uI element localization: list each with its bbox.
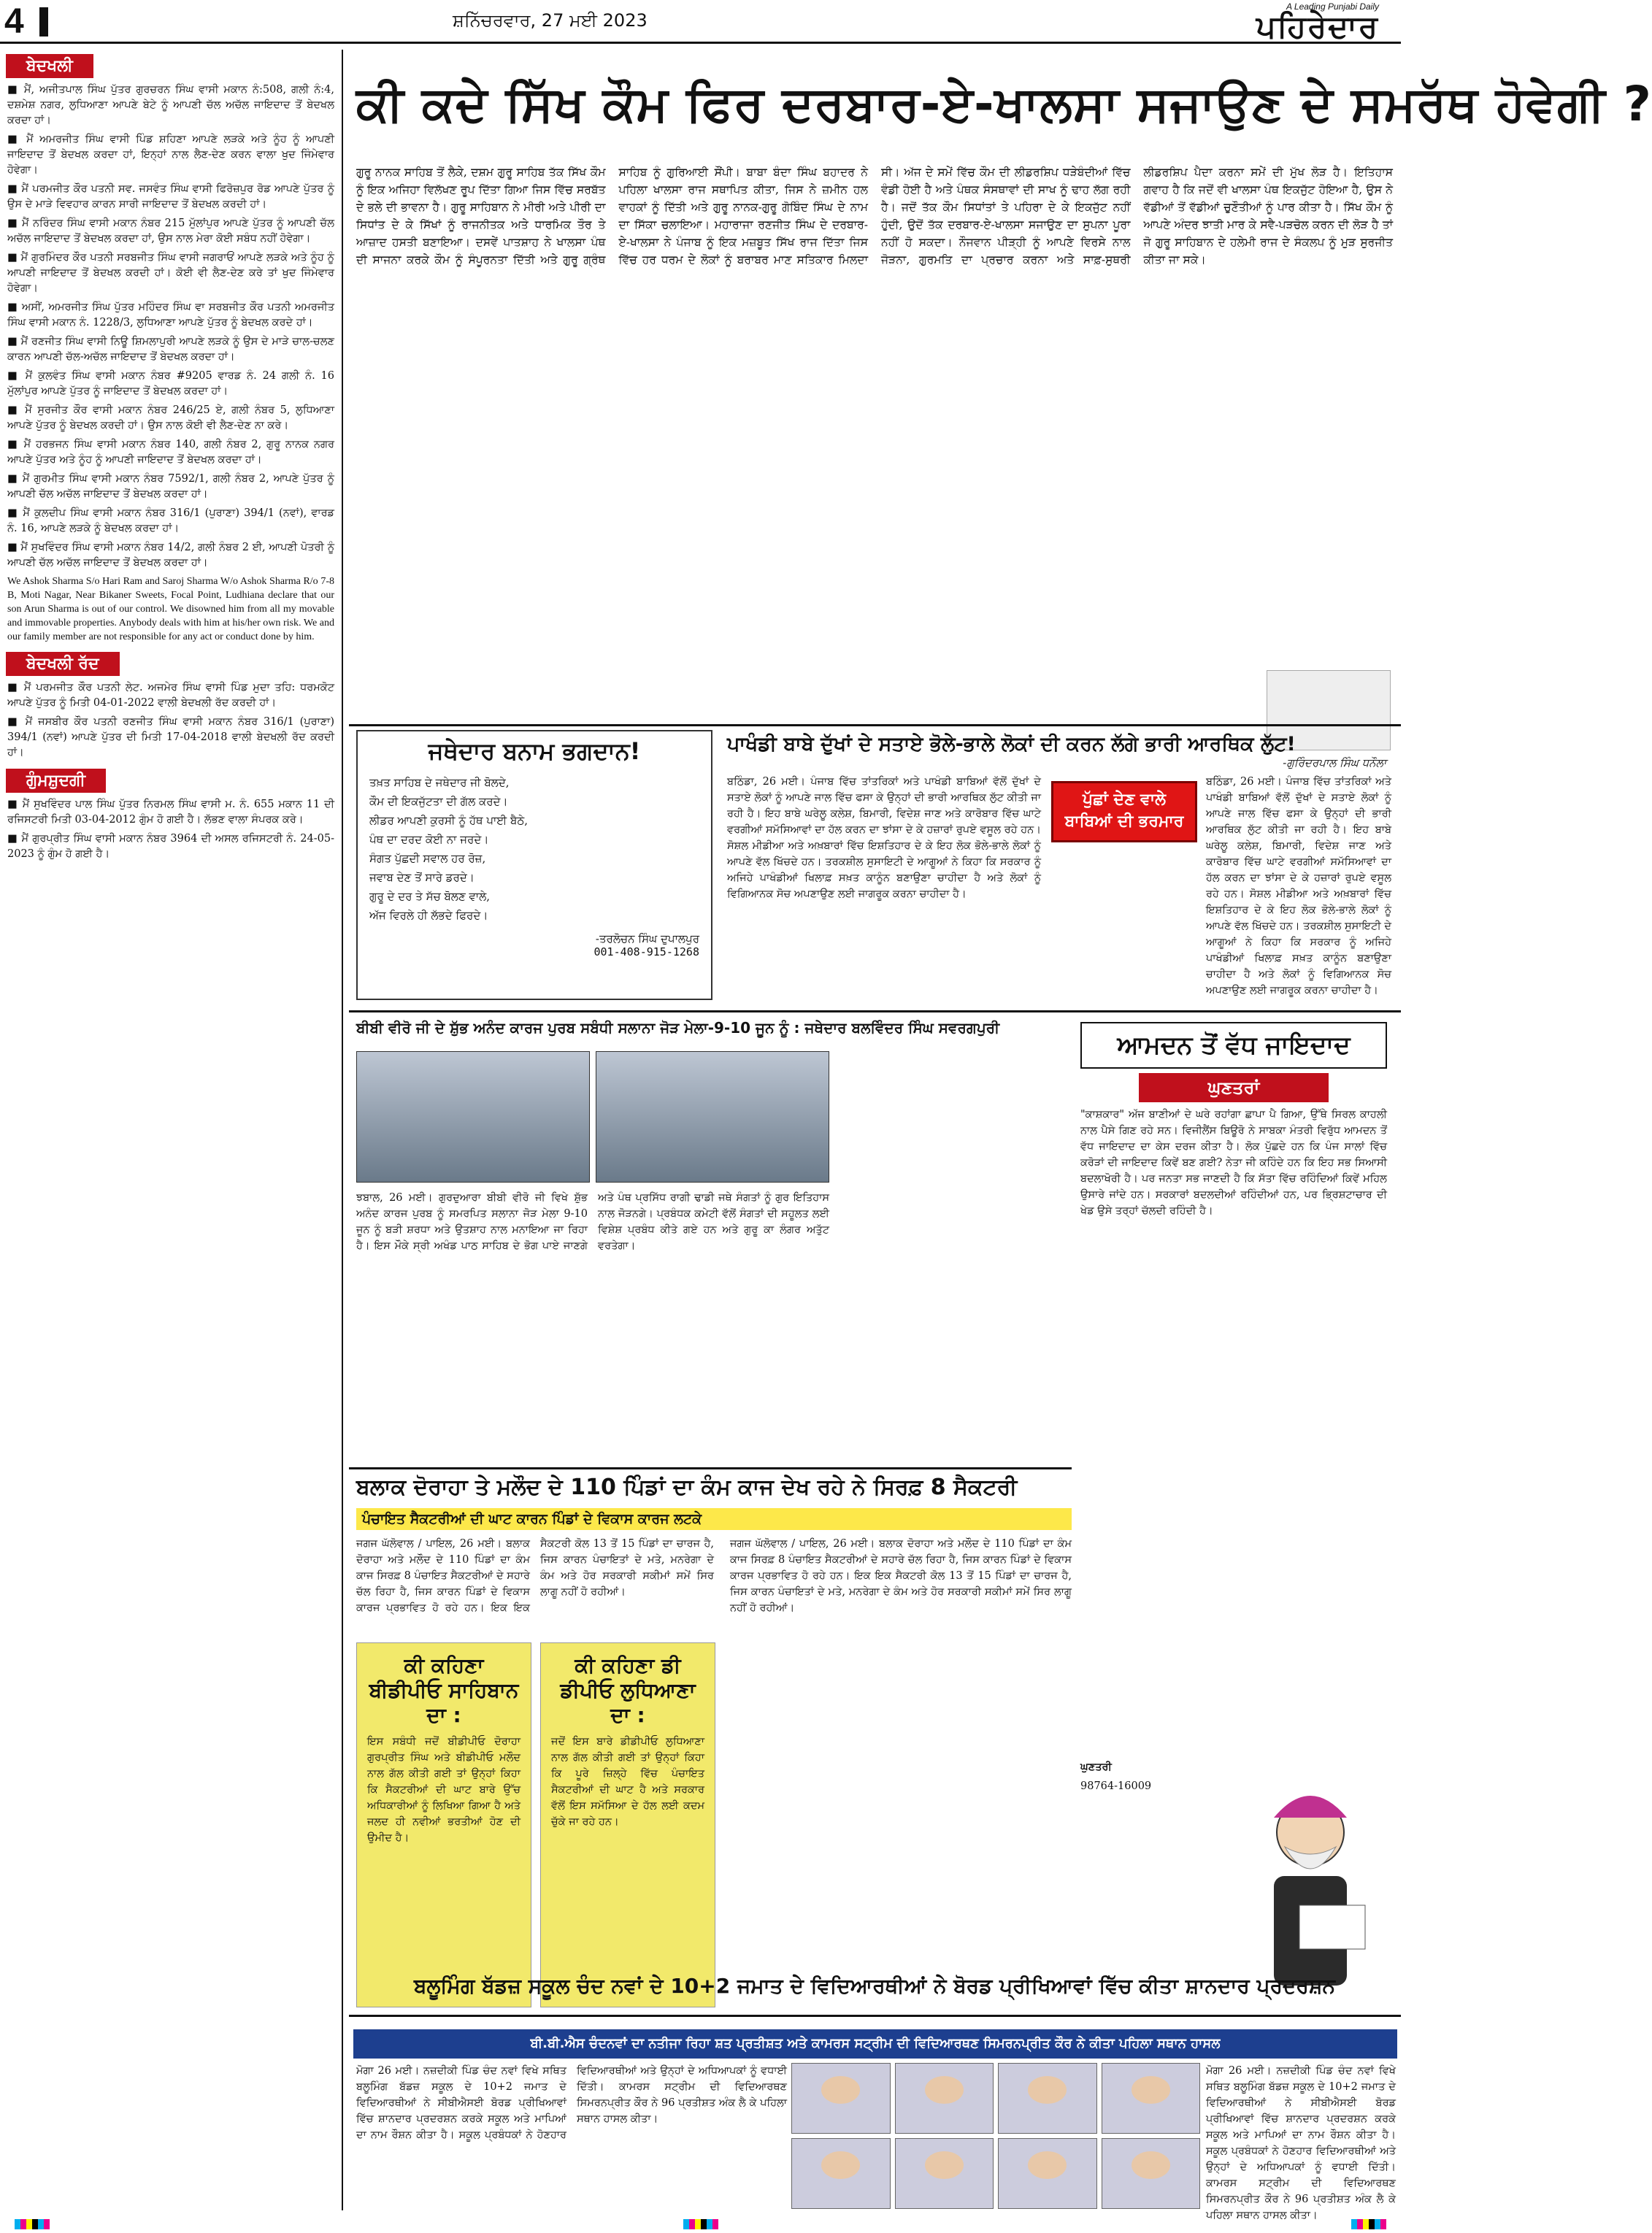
disown-notice: ■ ਮੈਂ ਗੁਰਮੀਤ ਸਿੰਘ ਵਾਸੀ ਮਕਾਨ ਨੰਬਰ 7592/1, ਗਲੀ ਨੰਬਰ 2, ਆਪਣੇ ਪੁੱਤਰ ਨੂੰ ਆਪਣੀ ਚੱਲ ਅਚੱਲ ਜਾਇਦਾਦ ਤੋਂ ਬੇਦਖਲ ਕਰਦਾ ਹਾਂ। xyxy=(7,473,334,500)
page-number-divider xyxy=(39,7,48,36)
wealth-phone: 98764-16009 xyxy=(1080,1780,1152,1792)
bdpo-box xyxy=(356,1642,531,2007)
mela-body: ਝਬਾਲ, 26 ਮਈ। ਗੁਰਦੁਆਰਾ ਬੀਬੀ ਵੀਰੋ ਜੀ ਵਿਖੇ ਸ਼ੁੱਭ ਅਨੰਦ ਕਾਰਜ ਪੁਰਬ ਨੂੰ ਸਮਰਪਿਤ ਸਲਾਨਾ ਜੋੜ ਮੇਲਾ 9-10 ਜੂਨ ਨੂੰ ਬੜੀ ਸ਼ਰਧਾ ਅਤੇ ਉਤਸ਼ਾਹ ਨਾਲ ਮਨਾਇਆ ਜਾ ਰਿਹਾ ਹੈ। ਇਸ ਮੌਕੇ ਸ੍ਰੀ ਅਖੰਡ ਪਾਠ ਸਾਹਿਬ ਦੇ ਭੋਗ ਪਾਏ ਜਾਣਗੇ ਅਤੇ ਪੰਥ ਪ੍ਰਸਿੱਧ ਰਾਗੀ ਢਾਡੀ ਜਥੇ ਸੰਗਤਾਂ ਨੂੰ ਗੁਰ ਇਤਿਹਾਸ ਨਾਲ ਜੋੜਨਗੇ। ਪ੍ਰਬੰਧਕ ਕਮੇਟੀ ਵੱਲੋਂ ਸੰਗਤਾਂ ਦੀ ਸਹੂਲਤ ਲਈ ਵਿਸ਼ੇਸ਼ ਪ੍ਰਬੰਧ ਕੀਤੇ ਗਏ ਹਨ ਅਤੇ ਗੁਰੂ ਕਾ ਲੰਗਰ ਅਤੁੱਟ ਵਰਤੇਗਾ। xyxy=(356,1192,829,1252)
disown-notice-list xyxy=(0,82,342,571)
poem-title: ਜਥੇਦਾਰ ਬਨਾਮ ਭਗਦਾਨ! xyxy=(428,737,641,765)
lead-author: -ਗੁਰਿੰਦਰਪਾਲ ਸਿੰਘ ਧਨੌਲਾ xyxy=(1283,756,1386,769)
wealth-title: ਆਮਦਨ ਤੋਂ ਵੱਧ ਜਾਇਦਾਦ xyxy=(1080,1022,1387,1069)
section-heading-missing: ਗੁੰਮਸ਼ੁਦਗੀ xyxy=(6,769,106,793)
disown-notice: ■ ਮੈਂ ਨਰਿੰਦਰ ਸਿੰਘ ਵਾਸੀ ਮਕਾਨ ਨੰਬਰ 215 ਮੁੱਲਾਂਪੁਰ ਆਪਣੇ ਪੁੱਤਰ ਨੂੰ ਆਪਣੀ ਚੱਲ ਅਚੱਲ ਜਾਇਦਾਦ ਤੋਂ ਬੇਦਖਲ ਕਰਦਾ ਹਾਂ, ਉਸ ਨਾਲ ਮੇਰਾ ਕੋਈ ਸਬੰਧ ਨਹੀਂ ਹੋਵੇਗਾ। xyxy=(7,218,334,245)
school-body: ਮੋਗਾ 26 ਮਈ। ਨਜ਼ਦੀਕੀ ਪਿੰਡ ਚੰਦ ਨਵਾਂ ਵਿਖੇ ਸਥਿਤ ਬਲੂਮਿੰਗ ਬੱਡਜ਼ ਸਕੂਲ ਦੇ 10+2 ਜਮਾਤ ਦੇ ਵਿਦਿਆਰਥੀਆਂ ਨੇ ਸੀਬੀਐਸਈ ਬੋਰਡ ਪ੍ਰੀਖਿਆਵਾਂ ਵਿੱਚ ਸ਼ਾਨਦਾਰ ਪ੍ਰਦਰਸ਼ਨ ਕਰਕੇ ਸਕੂਲ ਅਤੇ ਮਾਪਿਆਂ ਦਾ ਨਾਮ ਰੌਸ਼ਨ ਕੀਤਾ ਹੈ। ਸਕੂਲ ਪ੍ਰਬੰਧਕਾਂ ਨੇ ਹੋਣਹਾਰ ਵਿਦਿਆਰਥੀਆਂ ਅਤੇ ਉਨ੍ਹਾਂ ਦੇ ਅਧਿਆਪਕਾਂ ਨੂੰ ਵਧਾਈ ਦਿੱਤੀ। ਕਾਮਰਸ ਸਟ੍ਰੀਮ ਦੀ ਵਿਦਿਆਰਥਣ ਸਿਮਰਨਪ੍ਰੀਤ ਕੌਰ ਨੇ 96 ਪ੍ਰਤੀਸ਼ਤ ਅੰਕ ਲੈ ਕੇ ਪਹਿਲਾ ਸਥਾਨ ਹਾਸਲ ਕੀਤਾ। xyxy=(356,2065,787,2141)
masthead-tagline: A Leading Punjabi Daily xyxy=(1286,1,1379,12)
student-photo xyxy=(791,2063,891,2134)
school-band: ਬੀ.ਬੀ.ਐਸ ਚੰਦਨਵਾਂ ਦਾ ਨਤੀਜਾ ਰਿਹਾ ਸ਼ਤ ਪ੍ਰਤੀਸ਼ਤ ਅਤੇ ਕਾਮਰਸ ਸਟ੍ਰੀਮ ਦੀ ਵਿਦਿਆਰਥਣ ਸਿਮਰਨਪ੍ਰੀਤ ਕੌਰ ਨੇ ਕੀਤਾ ਪਹਿਲਾ ਸਥਾਨ ਹਾਸਲ xyxy=(353,2029,1397,2059)
page-header xyxy=(0,0,1401,44)
disown-notice: ■ ਮੈਂ ਕੁਲਦੀਪ ਸਿੰਘ ਵਾਸੀ ਮਕਾਨ ਨੰਬਰ 316/1 (ਪੁਰਾਣਾ) 394/1 (ਨਵਾਂ), ਵਾਰਡ ਨੰ. 16, ਆਪਣੇ ਲੜਕੇ ਨੂੰ ਬੇਦਖਲ ਕਰਦਾ ਹਾਂ। xyxy=(7,507,334,534)
poem-line: ਤਖ਼ਤ ਸਾਹਿਬ ਦੇ ਜਥੇਦਾਰ ਜੀ ਬੋਲਦੇ, xyxy=(369,776,510,789)
bdpo-body: ਇਸ ਸਬੰਧੀ ਜਦੋਂ ਬੀਡੀਪੀਓ ਦੋਰਾਹਾ ਗੁਰਪ੍ਰੀਤ ਸਿੰਘ ਅਤੇ ਬੀਡੀਪੀਓ ਮਲੌਦ ਨਾਲ ਗੱਲ ਕੀਤੀ ਗਈ ਤਾਂ ਉਨ੍ਹਾਂ ਕਿਹਾ ਕਿ ਸੈਕਟਰੀਆਂ ਦੀ ਘਾਟ ਬਾਰੇ ਉੱਚ ਅਧਿਕਾਰੀਆਂ ਨੂੰ ਲਿਖਿਆ ਗਿਆ ਹੈ ਅਤੇ ਜਲਦ ਹੀ ਨਵੀਆਂ ਭਰਤੀਆਂ ਹੋਣ ਦੀ ਉਮੀਦ ਹੈ। xyxy=(367,1736,520,1844)
cancel-notice-list xyxy=(0,680,342,761)
student-photo xyxy=(791,2138,891,2209)
page-number: 4 xyxy=(4,2,24,41)
english-notice-text: We Ashok Sharma S/o Hari Ram and Saroj Sharma W/o Ashok Sharma R/o 7-8 B, Moti Nagar, Near Bikaner Sweets, Focal Point, Ludhiana declare that our son Arun Sharma is out of our control. We disowned him from all my movable and immovable properties. Anybody deals with him at his/her own risk. We and our family member are not responsible for any act or conduct done by him. xyxy=(7,576,334,642)
block-body-cont: ਜਗਜ ਘੱਲੋਵਾਲ / ਪਾਇਲ, 26 ਮਈ। ਬਲਾਕ ਦੋਰਾਹਾ ਅਤੇ ਮਲੌਦ ਦੇ 110 ਪਿੰਡਾਂ ਦਾ ਕੰਮ ਕਾਜ ਸਿਰਫ਼ 8 ਪੰਚਾਇਤ ਸੈਕਟਰੀਆਂ ਦੇ ਸਹਾਰੇ ਚੱਲ ਰਿਹਾ ਹੈ, ਜਿਸ ਕਾਰਨ ਪਿੰਡਾਂ ਦੇ ਵਿਕਾਸ ਕਾਰਜ ਪ੍ਰਭਾਵਿਤ ਹੋ ਰਹੇ ਹਨ। ਇਕ ਇਕ ਸੈਕਟਰੀ ਕੋਲ 13 ਤੋਂ 15 ਪਿੰਡਾਂ ਦਾ ਚਾਰਜ ਹੈ, ਜਿਸ ਕਾਰਨ ਪੰਚਾਇਤਾਂ ਦੇ ਮਤੇ, ਮਨਰੇਗਾ ਦੇ ਕੰਮ ਅਤੇ ਹੋਰ ਸਰਕਾਰੀ ਸਕੀਮਾਂ ਸਮੇਂ ਸਿਰ ਲਾਗੂ ਨਹੀਂ ਹੋ ਰਹੀਆਂ। xyxy=(730,1538,1072,1614)
print-registration-marks xyxy=(0,2219,1401,2233)
disown-notice: ■ ਮੈਂ, ਅਜੀਤਪਾਲ ਸਿੰਘ ਪੁੱਤਰ ਗੁਰਚਰਨ ਸਿੰਘ ਵਾਸੀ ਮਕਾਨ ਨੰ:508, ਗਲੀ ਨੰ:4, ਦਸ਼ਮੇਸ਼ ਨਗਰ, ਲੁਧਿਆਣਾ ਆਪਣੇ ਬੇਟੇ ਨੂੰ ਆਪਣੀ ਚੱਲ ਅਚੱਲ ਜਾਇਦਾਦ ਤੋਂ ਬੇਦਖਲ ਕਰਦਾ ਹਾਂ। xyxy=(7,84,334,126)
cancel-notice: ■ ਮੈਂ ਜਸਬੀਰ ਕੌਰ ਪਤਨੀ ਰਣਜੀਤ ਸਿੰਘ ਵਾਸੀ ਮਕਾਨ ਨੰਬਰ 316/1 (ਪੁਰਾਣਾ) 394/1 (ਨਵਾਂ) ਆਪਣੇ ਪੁੱਤਰ ਦੀ ਮਿਤੀ 17-04-2018 ਵਾਲੀ ਬੇਦਖਲੀ ਰੱਦ ਕਰਦੀ ਹਾਂ। xyxy=(7,716,334,758)
disown-notice: ■ ਮੈਂ ਗੁਰਮਿੰਦਰ ਕੌਰ ਪਤਨੀ ਸਰਬਜੀਤ ਸਿੰਘ ਵਾਸੀ ਜਗਰਾਓਂ ਆਪਣੇ ਲੜਕੇ ਅਤੇ ਨੂੰਹ ਨੂੰ ਆਪਣੀ ਜਾਇਦਾਦ ਤੋਂ ਬੇਦਖਲ ਕਰਦੀ ਹਾਂ। ਕੋਈ ਵੀ ਲੈਣ-ਦੇਣ ਕਰੇ ਤਾਂ ਖੁਦ ਜਿੰਮੇਵਾਰ ਹੋਵੇਗਾ। xyxy=(7,252,334,294)
bdpo-title: ਕੀ ਕਹਿਣਾ ਬੀਡੀਪੀਓ ਸਾਹਿਬਾਨ ਦਾ : xyxy=(369,1653,519,1727)
baba-body-cont: ਬਠਿੰਡਾ, 26 ਮਈ। ਪੰਜਾਬ ਵਿੱਚ ਤਾਂਤਰਿਕਾਂ ਅਤੇ ਪਾਖੰਡੀ ਬਾਬਿਆਂ ਵੱਲੋਂ ਦੁੱਖਾਂ ਦੇ ਸਤਾਏ ਲੋਕਾਂ ਨੂੰ ਆਪਣੇ ਜਾਲ ਵਿੱਚ ਫਸਾ ਕੇ ਉਨ੍ਹਾਂ ਦੀ ਭਾਰੀ ਆਰਥਿਕ ਲੁੱਟ ਕੀਤੀ ਜਾ ਰਹੀ ਹੈ। ਇਹ ਬਾਬੇ ਘਰੇਲੂ ਕਲੇਸ਼, ਬਿਮਾਰੀ, ਵਿਦੇਸ਼ ਜਾਣ ਅਤੇ ਕਾਰੋਬਾਰ ਵਿੱਚ ਘਾਟੇ ਵਰਗੀਆਂ ਸਮੱਸਿਆਵਾਂ ਦਾ ਹੱਲ ਕਰਨ ਦਾ ਝਾਂਸਾ ਦੇ ਕੇ ਹਜ਼ਾਰਾਂ ਰੁਪਏ ਵਸੂਲ ਰਹੇ ਹਨ। ਸੋਸ਼ਲ ਮੀਡੀਆ ਅਤੇ ਅਖ਼ਬਾਰਾਂ ਵਿੱਚ ਇਸ਼ਤਿਹਾਰ ਦੇ ਕੇ ਇਹ ਲੋਕ ਭੋਲੇ-ਭਾਲੇ ਲੋਕਾਂ ਨੂੰ ਆਪਣੇ ਵੱਲ ਖਿੱਚਦੇ ਹਨ। ਤਰਕਸ਼ੀਲ ਸੁਸਾਇਟੀ ਦੇ ਆਗੂਆਂ ਨੇ ਕਿਹਾ ਕਿ ਸਰਕਾਰ ਨੂੰ ਅਜਿਹੇ ਪਾਖੰਡੀਆਂ ਖਿਲਾਫ਼ ਸਖ਼ਤ ਕਾਨੂੰਨ ਬਣਾਉਣਾ ਚਾਹੀਦਾ ਹੈ ਅਤੇ ਲੋਕਾਂ ਨੂੰ ਵਿਗਿਆਨਕ ਸੋਚ ਅਪਣਾਉਣ ਲਈ ਜਾਗਰੂਕ ਕਰਨਾ ਚਾਹੀਦਾ ਹੈ। xyxy=(1206,776,1391,996)
disown-notice: ■ ਮੈਂ ਪਰਮਜੀਤ ਕੌਰ ਪਤਨੀ ਸਵ. ਜਸਵੰਤ ਸਿੰਘ ਵਾਸੀ ਫਿਰੋਜ਼ਪੁਰ ਰੋਡ ਆਪਣੇ ਪੁੱਤਰ ਨੂੰ ਉਸ ਦੇ ਮਾੜੇ ਵਿਵਹਾਰ ਕਾਰਨ ਸਾਰੀ ਜਾਇਦਾਦ ਤੋਂ ਬੇਦਖਲ ਕਰਦੀ ਹਾਂ। xyxy=(7,183,334,210)
block-headline: ਬਲਾਕ ਦੋਰਾਹਾ ਤੇ ਮਲੌਦ ਦੇ 110 ਪਿੰਡਾਂ ਦਾ ਕੰਮ ਕਾਜ ਦੇਖ ਰਹੇ ਨੇ ਸਿਰਫ਼ 8 ਸੈਕਟਰੀ xyxy=(356,1475,1018,1500)
poem-line: ਜਵਾਬ ਦੇਣ ਤੋਂ ਸਾਰੇ ਡਰਦੇ। xyxy=(369,871,475,884)
block-body: ਜਗਜ ਘੱਲੋਵਾਲ / ਪਾਇਲ, 26 ਮਈ। ਬਲਾਕ ਦੋਰਾਹਾ ਅਤੇ ਮਲੌਦ ਦੇ 110 ਪਿੰਡਾਂ ਦਾ ਕੰਮ ਕਾਜ ਸਿਰਫ਼ 8 ਪੰਚਾਇਤ ਸੈਕਟਰੀਆਂ ਦੇ ਸਹਾਰੇ ਚੱਲ ਰਿਹਾ ਹੈ, ਜਿਸ ਕਾਰਨ ਪਿੰਡਾਂ ਦੇ ਵਿਕਾਸ ਕਾਰਜ ਪ੍ਰਭਾਵਿਤ ਹੋ ਰਹੇ ਹਨ। ਇਕ ਇਕ ਸੈਕਟਰੀ ਕੋਲ 13 ਤੋਂ 15 ਪਿੰਡਾਂ ਦਾ ਚਾਰਜ ਹੈ, ਜਿਸ ਕਾਰਨ ਪੰਚਾਇਤਾਂ ਦੇ ਮਤੇ, ਮਨਰੇਗਾ ਦੇ ਕੰਮ ਅਤੇ ਹੋਰ ਸਰਕਾਰੀ ਸਕੀਮਾਂ ਸਮੇਂ ਸਿਰ ਲਾਗੂ ਨਹੀਂ ਹੋ ਰਹੀਆਂ। xyxy=(356,1538,714,1614)
registration-mark xyxy=(683,2219,718,2229)
poem-line: ਕੌਮ ਦੀ ਇਕਜੁੱਟਤਾ ਦੀ ਗੱਲ ਕਰਦੇ। xyxy=(369,795,508,808)
divider-rule xyxy=(349,1467,1072,1469)
block-subhead: ਪੰਚਾਇਤ ਸੈਕਟਰੀਆਂ ਦੀ ਘਾਟ ਕਾਰਨ ਪਿੰਡਾਂ ਦੇ ਵਿਕਾਸ ਕਾਰਜ ਲਟਕੇ xyxy=(356,1508,1072,1530)
wealth-body: "ਕਾਸ਼ਕਾਰ" ਅੱਜ ਬਾਣੀਆਂ ਦੇ ਘਰੇ ਰਹਾਂਗਾ ਛਾਪਾ ਪੈ ਗਿਆ, ਉੱਥੇ ਸਿਰਲ ਕਾਹਲੀ ਨਾਲ ਪੈਸੇ ਗਿਣ ਰਹੇ ਸਨ। ਵਿਜੀਲੈਂਸ ਬਿਊਰੋ ਨੇ ਸਾਬਕਾ ਮੰਤਰੀ ਵਿਰੁੱਧ ਆਮਦਨ ਤੋਂ ਵੱਧ ਜਾਇਦਾਦ ਦਾ ਕੇਸ ਦਰਜ ਕੀਤਾ ਹੈ। ਲੋਕ ਪੁੱਛਦੇ ਹਨ ਕਿ ਪੰਜ ਸਾਲਾਂ ਵਿੱਚ ਕਰੋੜਾਂ ਦੀ ਜਾਇਦਾਦ ਕਿਵੇਂ ਬਣ ਗਈ? ਨੇਤਾ ਜੀ ਕਹਿੰਦੇ ਹਨ ਕਿ ਇਹ ਸਭ ਸਿਆਸੀ ਬਦਲਾਖੋਰੀ ਹੈ। ਪਰ ਜਨਤਾ ਸਭ ਜਾਣਦੀ ਹੈ ਕਿ ਸੱਤਾ ਵਿੱਚ ਰਹਿੰਦਿਆਂ ਕਿਵੇਂ ਮਹਿਲ ਉਸਾਰੇ ਜਾਂਦੇ ਹਨ। ਸਰਕਾਰਾਂ ਬਦਲਦੀਆਂ ਰਹਿੰਦੀਆਂ ਹਨ, ਪਰ ਭ੍ਰਿਸ਼ਟਾਚਾਰ ਦੀ ਖੇਡ ਉਸੇ ਤਰ੍ਹਾਂ ਚੱਲਦੀ ਰਹਿੰਦੀ ਹੈ। xyxy=(1080,1109,1387,1217)
lead-headline: ਕੀ ਕਦੇ ਸਿੱਖ ਕੌਮ ਫਿਰ ਦਰਬਾਰ-ਏ-ਖਾਲਸਾ ਸਜਾਉਣ ਦੇ ਸਮਰੱਥ ਹੋਵੇਗੀ ? xyxy=(356,76,1652,132)
mela-photos xyxy=(356,1051,829,1183)
student-photo xyxy=(998,2063,1097,2134)
lead-story-body: ਗੁਰੂ ਨਾਨਕ ਸਾਹਿਬ ਤੋਂ ਲੈਕੇ, ਦਸ਼ਮ ਗੁਰੂ ਸਾਹਿਬ ਤੱਕ ਸਿੱਖ ਕੌਮ ਨੂੰ ਇਕ ਅਜਿਹਾ ਵਿਲੱਖਣ ਰੂਪ ਦਿੱਤਾ ਗਿਆ ਜਿਸ ਵਿੱਚ ਸਰਬੱਤ ਦੇ ਭਲੇ ਦੀ ਭਾਵਨਾ ਹੈ। ਗੁਰੂ ਸਾਹਿਬਾਨ ਨੇ ਮੀਰੀ ਅਤੇ ਪੀਰੀ ਦਾ ਸਿਧਾਂਤ ਦੇ ਕੇ ਸਿੱਖਾਂ ਨੂੰ ਰਾਜਨੀਤਕ ਅਤੇ ਧਾਰਮਿਕ ਤੌਰ ਤੇ ਆਜ਼ਾਦ ਹਸਤੀ ਬਣਾਇਆ। ਦਸਵੇਂ ਪਾਤਸ਼ਾਹ ਨੇ ਖਾਲਸਾ ਪੰਥ ਦੀ ਸਾਜਨਾ ਕਰਕੇ ਕੌਮ ਨੂੰ ਸੰਪੂਰਨਤਾ ਦਿੱਤੀ ਅਤੇ ਗੁਰੂ ਗ੍ਰੰਥ ਸਾਹਿਬ ਨੂੰ ਗੁਰਿਆਈ ਸੌਂਪੀ। ਬਾਬਾ ਬੰਦਾ ਸਿੰਘ ਬਹਾਦਰ ਨੇ ਪਹਿਲਾ ਖਾਲਸਾ ਰਾਜ ਸਥਾਪਿਤ ਕੀਤਾ, ਜਿਸ ਨੇ ਜ਼ਮੀਨ ਹਲ ਵਾਹਕਾਂ ਨੂੰ ਦਿੱਤੀ ਅਤੇ ਗੁਰੂ ਨਾਨਕ-ਗੁਰੂ ਗੋਬਿੰਦ ਸਿੰਘ ਦੇ ਨਾਮ ਦਾ ਸਿੱਕਾ ਚਲਾਇਆ। ਮਹਾਰਾਜਾ ਰਣਜੀਤ ਸਿੰਘ ਦੇ ਦਰਬਾਰ-ਏ-ਖਾਲਸਾ ਨੇ ਪੰਜਾਬ ਨੂੰ ਇਕ ਮਜ਼ਬੂਤ ਸਿੱਖ ਰਾਜ ਦਿੱਤਾ ਜਿਸ ਵਿੱਚ ਹਰ ਧਰਮ ਦੇ ਲੋਕਾਂ ਨੂੰ ਬਰਾਬਰ ਮਾਣ ਸਤਿਕਾਰ ਮਿਲਦਾ ਸੀ। ਅੱਜ ਦੇ ਸਮੇਂ ਵਿੱਚ ਕੌਮ ਦੀ ਲੀਡਰਸ਼ਿਪ ਧੜੇਬੰਦੀਆਂ ਵਿੱਚ ਵੰਡੀ ਹੋਈ ਹੈ ਅਤੇ ਪੰਥਕ ਸੰਸਥਾਵਾਂ ਦੀ ਸਾਖ ਨੂੰ ਢਾਹ ਲੱਗ ਰਹੀ ਹੈ। ਜਦੋਂ ਤੱਕ ਕੌਮ ਸਿਧਾਂਤਾਂ ਤੇ ਪਹਿਰਾ ਦੇ ਕੇ ਇਕਜੁੱਟ ਨਹੀਂ ਹੁੰਦੀ, ਉਦੋਂ ਤੱਕ ਦਰਬਾਰ-ਏ-ਖਾਲਸਾ ਸਜਾਉਣ ਦਾ ਸੁਪਨਾ ਪੂਰਾ ਨਹੀਂ ਹੋ ਸਕਦਾ। ਨੌਜਵਾਨ ਪੀੜ੍ਹੀ ਨੂੰ ਆਪਣੇ ਵਿਰਸੇ ਨਾਲ ਜੋੜਨਾ, ਗੁਰਮਤਿ ਦਾ ਪ੍ਰਚਾਰ ਕਰਨਾ ਅਤੇ ਸਾਫ਼-ਸੁਥਰੀ ਲੀਡਰਸ਼ਿਪ ਪੈਦਾ ਕਰਨਾ ਸਮੇਂ ਦੀ ਮੁੱਖ ਲੋੜ ਹੈ। ਇਤਿਹਾਸ ਗਵਾਹ ਹੈ ਕਿ ਜਦੋਂ ਵੀ ਖਾਲਸਾ ਪੰਥ ਇਕਜੁੱਟ ਹੋਇਆ ਹੈ, ਉਸ ਨੇ ਵੱਡੀਆਂ ਤੋਂ ਵੱਡੀਆਂ ਚੁਣੌਤੀਆਂ ਨੂੰ ਪਾਰ ਕੀਤਾ ਹੈ। ਸਿੱਖ ਕੌਮ ਨੂੰ ਆਪਣੇ ਅੰਦਰ ਝਾਤੀ ਮਾਰ ਕੇ ਸਵੈ-ਪੜਚੋਲ ਕਰਨ ਦੀ ਲੋੜ ਹੈ ਤਾਂ ਜੋ ਗੁਰੂ ਸਾਹਿਬਾਨ ਦੇ ਹਲੇਮੀ ਰਾਜ ਦੇ ਸੰਕਲਪ ਨੂੰ ਮੁੜ ਸੁਰਜੀਤ ਕੀਤਾ ਜਾ ਸਕੇ। xyxy=(356,166,1393,266)
student-photos xyxy=(791,2063,1200,2209)
disown-notice: ■ ਮੈਂ ਸੁਖਵਿੰਦਰ ਸਿੰਘ ਵਾਸੀ ਮਕਾਨ ਨੰਬਰ 14/2, ਗਲੀ ਨੰਬਰ 2 ਈ, ਆਪਣੀ ਪੋਤਰੀ ਨੂੰ ਆਪਣੀ ਚੱਲ ਅਚੱਲ ਜਾਇਦਾਦ ਤੋਂ ਬੇਦਖਲ ਕਰਦਾ ਹਾਂ। xyxy=(7,542,334,569)
baba-headline: ਪਾਖੰਡੀ ਬਾਬੇ ਦੁੱਖਾਂ ਦੇ ਸਤਾਏ ਭੋਲੇ-ਭਾਲੇ ਲੋਕਾਂ ਦੀ ਕਰਨ ਲੱਗੇ ਭਾਰੀ ਆਰਥਿਕ ਲੁੱਟ! xyxy=(727,733,1296,756)
poem-body xyxy=(369,773,699,925)
section-heading-disown: ਬੇਦਖਲੀ xyxy=(6,54,93,78)
mela-headline: ਬੀਬੀ ਵੀਰੋ ਜੀ ਦੇ ਸ਼ੁੱਭ ਅਨੰਦ ਕਾਰਜ ਪੁਰਬ ਸਬੰਧੀ ਸਲਾਨਾ ਜੋੜ ਮੇਲਾ-9-10 ਜੂਨ ਨੂੰ : ਜਥੇਦਾਰ ਬਲਵਿੰਦਰ ਸਿੰਘ ਸਵਰਗਪੁਰੀ xyxy=(356,1019,1000,1037)
student-photo xyxy=(895,2138,994,2209)
disown-notice: ■ ਅਸੀਂ, ਅਮਰਜੀਤ ਸਿੰਘ ਪੁੱਤਰ ਮਹਿੰਦਰ ਸਿੰਘ ਵਾ ਸਰਬਜੀਤ ਕੌਰ ਪਤਨੀ ਅਮਰਜੀਤ ਸਿੰਘ ਵਾਸੀ ਮਕਾਨ ਨੰ. 1228/3, ਲੁਧਿਆਣਾ ਆਪਣੇ ਪੁੱਤਰ ਨੂੰ ਬੇਦਖਲ ਕਰਦੇ ਹਾਂ। xyxy=(7,301,334,328)
registration-mark xyxy=(1351,2219,1386,2229)
poem-line: ਅੱਜ ਵਿਰਲੇ ਹੀ ਲੱਭਦੇ ਫਿਰਦੇ। xyxy=(369,909,488,922)
school-headline: ਬਲੂਮਿੰਗ ਬੱਡਜ਼ ਸਕੂਲ ਚੰਦ ਨਵਾਂ ਦੇ 10+2 ਜਮਾਤ ਦੇ ਵਿਦਿਆਰਥੀਆਂ ਨੇ ਬੋਰਡ ਪ੍ਰੀਖਿਆਵਾਂ ਵਿੱਚ ਕੀਤਾ ਸ਼ਾਨਦਾਰ ਪ੍ਰਦਰਸ਼ਨ xyxy=(414,1974,1335,1998)
poem-phone: 001-408-915-1268 xyxy=(593,945,699,958)
poem-line: ਸੰਗਤ ਪੁੱਛਦੀ ਸਵਾਲ ਹਰ ਰੋਜ਼, xyxy=(369,852,486,865)
student-photo xyxy=(1102,2138,1201,2209)
disown-notice: ■ ਮੈਂ ਅਮਰਜੀਤ ਸਿੰਘ ਵਾਸੀ ਪਿੰਡ ਸ਼ਹਿਣਾ ਆਪਣੇ ਲੜਕੇ ਅਤੇ ਨੂੰਹ ਨੂੰ ਆਪਣੀ ਜਾਇਦਾਦ ਤੋਂ ਬੇਦਖਲ ਕਰਦਾ ਹਾਂ, ਇਨ੍ਹਾਂ ਨਾਲ ਲੈਣ-ਦੇਣ ਕਰਨ ਵਾਲਾ ਖੁਦ ਜਿੰਮੇਵਾਰ ਹੋਵੇਗਾ। xyxy=(7,134,334,176)
missing-notice-list xyxy=(0,797,342,862)
wealth-section: ਘੁਣਤਰਾਂ xyxy=(1139,1073,1329,1102)
poem-line: ਲੀਡਰ ਆਪਣੀ ਕੁਰਸੀ ਨੂੰ ਹੱਥ ਪਾਈ ਬੈਠੇ, xyxy=(369,814,528,827)
english-notice xyxy=(0,574,342,644)
ddpo-title: ਕੀ ਕਹਿਣਾ ਡੀ ਡੀਪੀਓ ਲੁਧਿਆਣਾ ਦਾ : xyxy=(560,1653,696,1727)
poem-line: ਪੰਥ ਦਾ ਦਰਦ ਕੋਈ ਨਾ ਜਰਦੇ। xyxy=(369,833,489,846)
student-photo xyxy=(1102,2063,1201,2134)
issue-date: ਸ਼ਨਿੱਚਰਵਾਰ, 27 ਮਈ 2023 xyxy=(453,10,648,31)
divider-rule xyxy=(349,2015,1401,2017)
masthead-logo: ਪਹਿਰੇਦਾਰ xyxy=(1256,9,1379,45)
mela-photo xyxy=(356,1051,590,1183)
divider-rule xyxy=(349,1010,1401,1012)
disown-notice: ■ ਮੈਂ ਹਰਭਜਨ ਸਿੰਘ ਵਾਸੀ ਮਕਾਨ ਨੰਬਰ 140, ਗਲੀ ਨੰਬਰ 2, ਗੁਰੂ ਨਾਨਕ ਨਗਰ ਆਪਣੇ ਪੁੱਤਰ ਅਤੇ ਨੂੰਹ ਨੂੰ ਆਪਣੀ ਜਾਇਦਾਦ ਤੋਂ ਬੇਦਖਲ ਕਰਦਾ ਹਾਂ। xyxy=(7,439,334,466)
ddpo-box xyxy=(540,1642,715,2007)
wealth-author: ਘੁਣਤਰੀ xyxy=(1080,1761,1112,1773)
disown-notice: ■ ਮੈਂ ਰਣਜੀਤ ਸਿੰਘ ਵਾਸੀ ਨਿਊ ਸ਼ਿਮਲਾਪੁਰੀ ਆਪਣੇ ਲੜਕੇ ਨੂੰ ਉਸ ਦੇ ਮਾੜੇ ਚਾਲ-ਚਲਣ ਕਾਰਨ ਆਪਣੀ ਚੱਲ-ਅਚੱਲ ਜਾਇਦਾਦ ਤੋਂ ਬੇਦਖਲ ਕਰਦਾ ਹਾਂ। xyxy=(7,336,334,363)
student-photo xyxy=(895,2063,994,2134)
poem-author: -ਤਰਲੋਚਨ ਸਿੰਘ ਦੁਪਾਲਪੁਰ xyxy=(595,932,699,945)
classifieds-column xyxy=(0,50,343,2210)
baba-body: ਬਠਿੰਡਾ, 26 ਮਈ। ਪੰਜਾਬ ਵਿੱਚ ਤਾਂਤਰਿਕਾਂ ਅਤੇ ਪਾਖੰਡੀ ਬਾਬਿਆਂ ਵੱਲੋਂ ਦੁੱਖਾਂ ਦੇ ਸਤਾਏ ਲੋਕਾਂ ਨੂੰ ਆਪਣੇ ਜਾਲ ਵਿੱਚ ਫਸਾ ਕੇ ਉਨ੍ਹਾਂ ਦੀ ਭਾਰੀ ਆਰਥਿਕ ਲੁੱਟ ਕੀਤੀ ਜਾ ਰਹੀ ਹੈ। ਇਹ ਬਾਬੇ ਘਰੇਲੂ ਕਲੇਸ਼, ਬਿਮਾਰੀ, ਵਿਦੇਸ਼ ਜਾਣ ਅਤੇ ਕਾਰੋਬਾਰ ਵਿੱਚ ਘਾਟੇ ਵਰਗੀਆਂ ਸਮੱਸਿਆਵਾਂ ਦਾ ਹੱਲ ਕਰਨ ਦਾ ਝਾਂਸਾ ਦੇ ਕੇ ਹਜ਼ਾਰਾਂ ਰੁਪਏ ਵਸੂਲ ਰਹੇ ਹਨ। ਸੋਸ਼ਲ ਮੀਡੀਆ ਅਤੇ ਅਖ਼ਬਾਰਾਂ ਵਿੱਚ ਇਸ਼ਤਿਹਾਰ ਦੇ ਕੇ ਇਹ ਲੋਕ ਭੋਲੇ-ਭਾਲੇ ਲੋਕਾਂ ਨੂੰ ਆਪਣੇ ਵੱਲ ਖਿੱਚਦੇ ਹਨ। ਤਰਕਸ਼ੀਲ ਸੁਸਾਇਟੀ ਦੇ ਆਗੂਆਂ ਨੇ ਕਿਹਾ ਕਿ ਸਰਕਾਰ ਨੂੰ ਅਜਿਹੇ ਪਾਖੰਡੀਆਂ ਖਿਲਾਫ਼ ਸਖ਼ਤ ਕਾਨੂੰਨ ਬਣਾਉਣਾ ਚਾਹੀਦਾ ਹੈ ਅਤੇ ਲੋਕਾਂ ਨੂੰ ਵਿਗਿਆਨਕ ਸੋਚ ਅਪਣਾਉਣ ਲਈ ਜਾਗਰੂਕ ਕਰਨਾ ਚਾਹੀਦਾ ਹੈ। xyxy=(727,776,1041,900)
disown-notice: ■ ਮੈਂ ਸੁਰਜੀਤ ਕੌਰ ਵਾਸੀ ਮਕਾਨ ਨੰਬਰ 246/25 ਏ, ਗਲੀ ਨੰਬਰ 5, ਲੁਧਿਆਣਾ ਆਪਣੇ ਪੁੱਤਰ ਨੂੰ ਬੇਦਖਲ ਕਰਦੀ ਹਾਂ। ਉਸ ਨਾਲ ਕੋਈ ਵੀ ਲੈਣ-ਦੇਣ ਨਾ ਕਰੇ। xyxy=(7,404,334,431)
poem-box xyxy=(356,730,712,1000)
baba-highlight: ਪੁੱਛਾਂ ਦੇਣ ਵਾਲੇ ਬਾਬਿਆਂ ਦੀ ਭਰਮਾਰ xyxy=(1051,781,1197,842)
divider-rule xyxy=(349,724,1401,726)
disown-notice: ■ ਮੈਂ ਕੁਲਵੰਤ ਸਿੰਘ ਵਾਸੀ ਮਕਾਨ ਨੰਬਰ #9205 ਵਾਰਡ ਨੰ. 24 ਗਲੀ ਨੰ. 16 ਮੁੱਲਾਂਪੁਰ ਆਪਣੇ ਪੁੱਤਰ ਨੂੰ ਜਾਇਦਾਦ ਤੋਂ ਬੇਦਖਲ ਕਰਦਾ ਹਾਂ। xyxy=(7,370,334,397)
missing-notice: ■ ਮੈਂ ਸੁਖਵਿੰਦਰ ਪਾਲ ਸਿੰਘ ਪੁੱਤਰ ਨਿਰਮਲ ਸਿੰਘ ਵਾਸੀ ਮ. ਨੰ. 655 ਮਕਾਨ 11 ਦੀ ਰਜਿਸਟਰੀ ਮਿਤੀ 03-04-2012 ਗੁੰਮ ਹੋ ਗਈ ਹੈ। ਲੱਭਣ ਵਾਲਾ ਸੰਪਰਕ ਕਰੇ। xyxy=(7,799,334,826)
ddpo-body: ਜਦੋਂ ਇਸ ਬਾਰੇ ਡੀਡੀਪੀਓ ਲੁਧਿਆਣਾ ਨਾਲ ਗੱਲ ਕੀਤੀ ਗਈ ਤਾਂ ਉਨ੍ਹਾਂ ਕਿਹਾ ਕਿ ਪੂਰੇ ਜ਼ਿਲ੍ਹੇ ਵਿੱਚ ਪੰਚਾਇਤ ਸੈਕਟਰੀਆਂ ਦੀ ਘਾਟ ਹੈ ਅਤੇ ਸਰਕਾਰ ਵੱਲੋਂ ਇਸ ਸਮੱਸਿਆ ਦੇ ਹੱਲ ਲਈ ਕਦਮ ਚੁੱਕੇ ਜਾ ਰਹੇ ਹਨ। xyxy=(551,1736,704,1828)
student-photo xyxy=(998,2138,1097,2209)
section-heading-cancel: ਬੇਦਖਲੀ ਰੱਦ xyxy=(6,652,120,676)
school-body-cont: ਮੋਗਾ 26 ਮਈ। ਨਜ਼ਦੀਕੀ ਪਿੰਡ ਚੰਦ ਨਵਾਂ ਵਿਖੇ ਸਥਿਤ ਬਲੂਮਿੰਗ ਬੱਡਜ਼ ਸਕੂਲ ਦੇ 10+2 ਜਮਾਤ ਦੇ ਵਿਦਿਆਰਥੀਆਂ ਨੇ ਸੀਬੀਐਸਈ ਬੋਰਡ ਪ੍ਰੀਖਿਆਵਾਂ ਵਿੱਚ ਸ਼ਾਨਦਾਰ ਪ੍ਰਦਰਸ਼ਨ ਕਰਕੇ ਸਕੂਲ ਅਤੇ ਮਾਪਿਆਂ ਦਾ ਨਾਮ ਰੌਸ਼ਨ ਕੀਤਾ ਹੈ। ਸਕੂਲ ਪ੍ਰਬੰਧਕਾਂ ਨੇ ਹੋਣਹਾਰ ਵਿਦਿਆਰਥੀਆਂ ਅਤੇ ਉਨ੍ਹਾਂ ਦੇ ਅਧਿਆਪਕਾਂ ਨੂੰ ਵਧਾਈ ਦਿੱਤੀ। ਕਾਮਰਸ ਸਟ੍ਰੀਮ ਦੀ ਵਿਦਿਆਰਥਣ ਸਿਮਰਨਪ੍ਰੀਤ ਕੌਰ ਨੇ 96 ਪ੍ਰਤੀਸ਼ਤ ਅੰਕ ਲੈ ਕੇ ਪਹਿਲਾ ਸਥਾਨ ਹਾਸਲ ਕੀਤਾ। xyxy=(1206,2065,1396,2221)
mela-photo xyxy=(596,1051,829,1183)
poem-line: ਗੁਰੂ ਦੇ ਦਰ ਤੇ ਸੱਚ ਬੋਲਣ ਵਾਲੇ, xyxy=(369,890,491,903)
missing-notice: ■ ਮੈਂ ਗੁਰਪ੍ਰੀਤ ਸਿੰਘ ਵਾਸੀ ਮਕਾਨ ਨੰਬਰ 3964 ਦੀ ਅਸਲ ਰਜਿਸਟਰੀ ਨੰ. 24-05-2023 ਨੂੰ ਗੁੰਮ ਹੋ ਗਈ ਹੈ। xyxy=(7,833,334,860)
registration-mark xyxy=(15,2219,50,2229)
cancel-notice: ■ ਮੈਂ ਪਰਮਜੀਤ ਕੌਰ ਪਤਨੀ ਲੇਟ. ਅਜਮੇਰ ਸਿੰਘ ਵਾਸੀ ਪਿੰਡ ਮੁਦਾ ਤਹਿ: ਧਰਮਕੋਟ ਆਪਣੇ ਪੁੱਤਰ ਨੂੰ ਮਿਤੀ 04-01-2022 ਵਾਲੀ ਬੇਦਖਲੀ ਰੱਦ ਕਰਦੀ ਹਾਂ। xyxy=(7,682,334,709)
